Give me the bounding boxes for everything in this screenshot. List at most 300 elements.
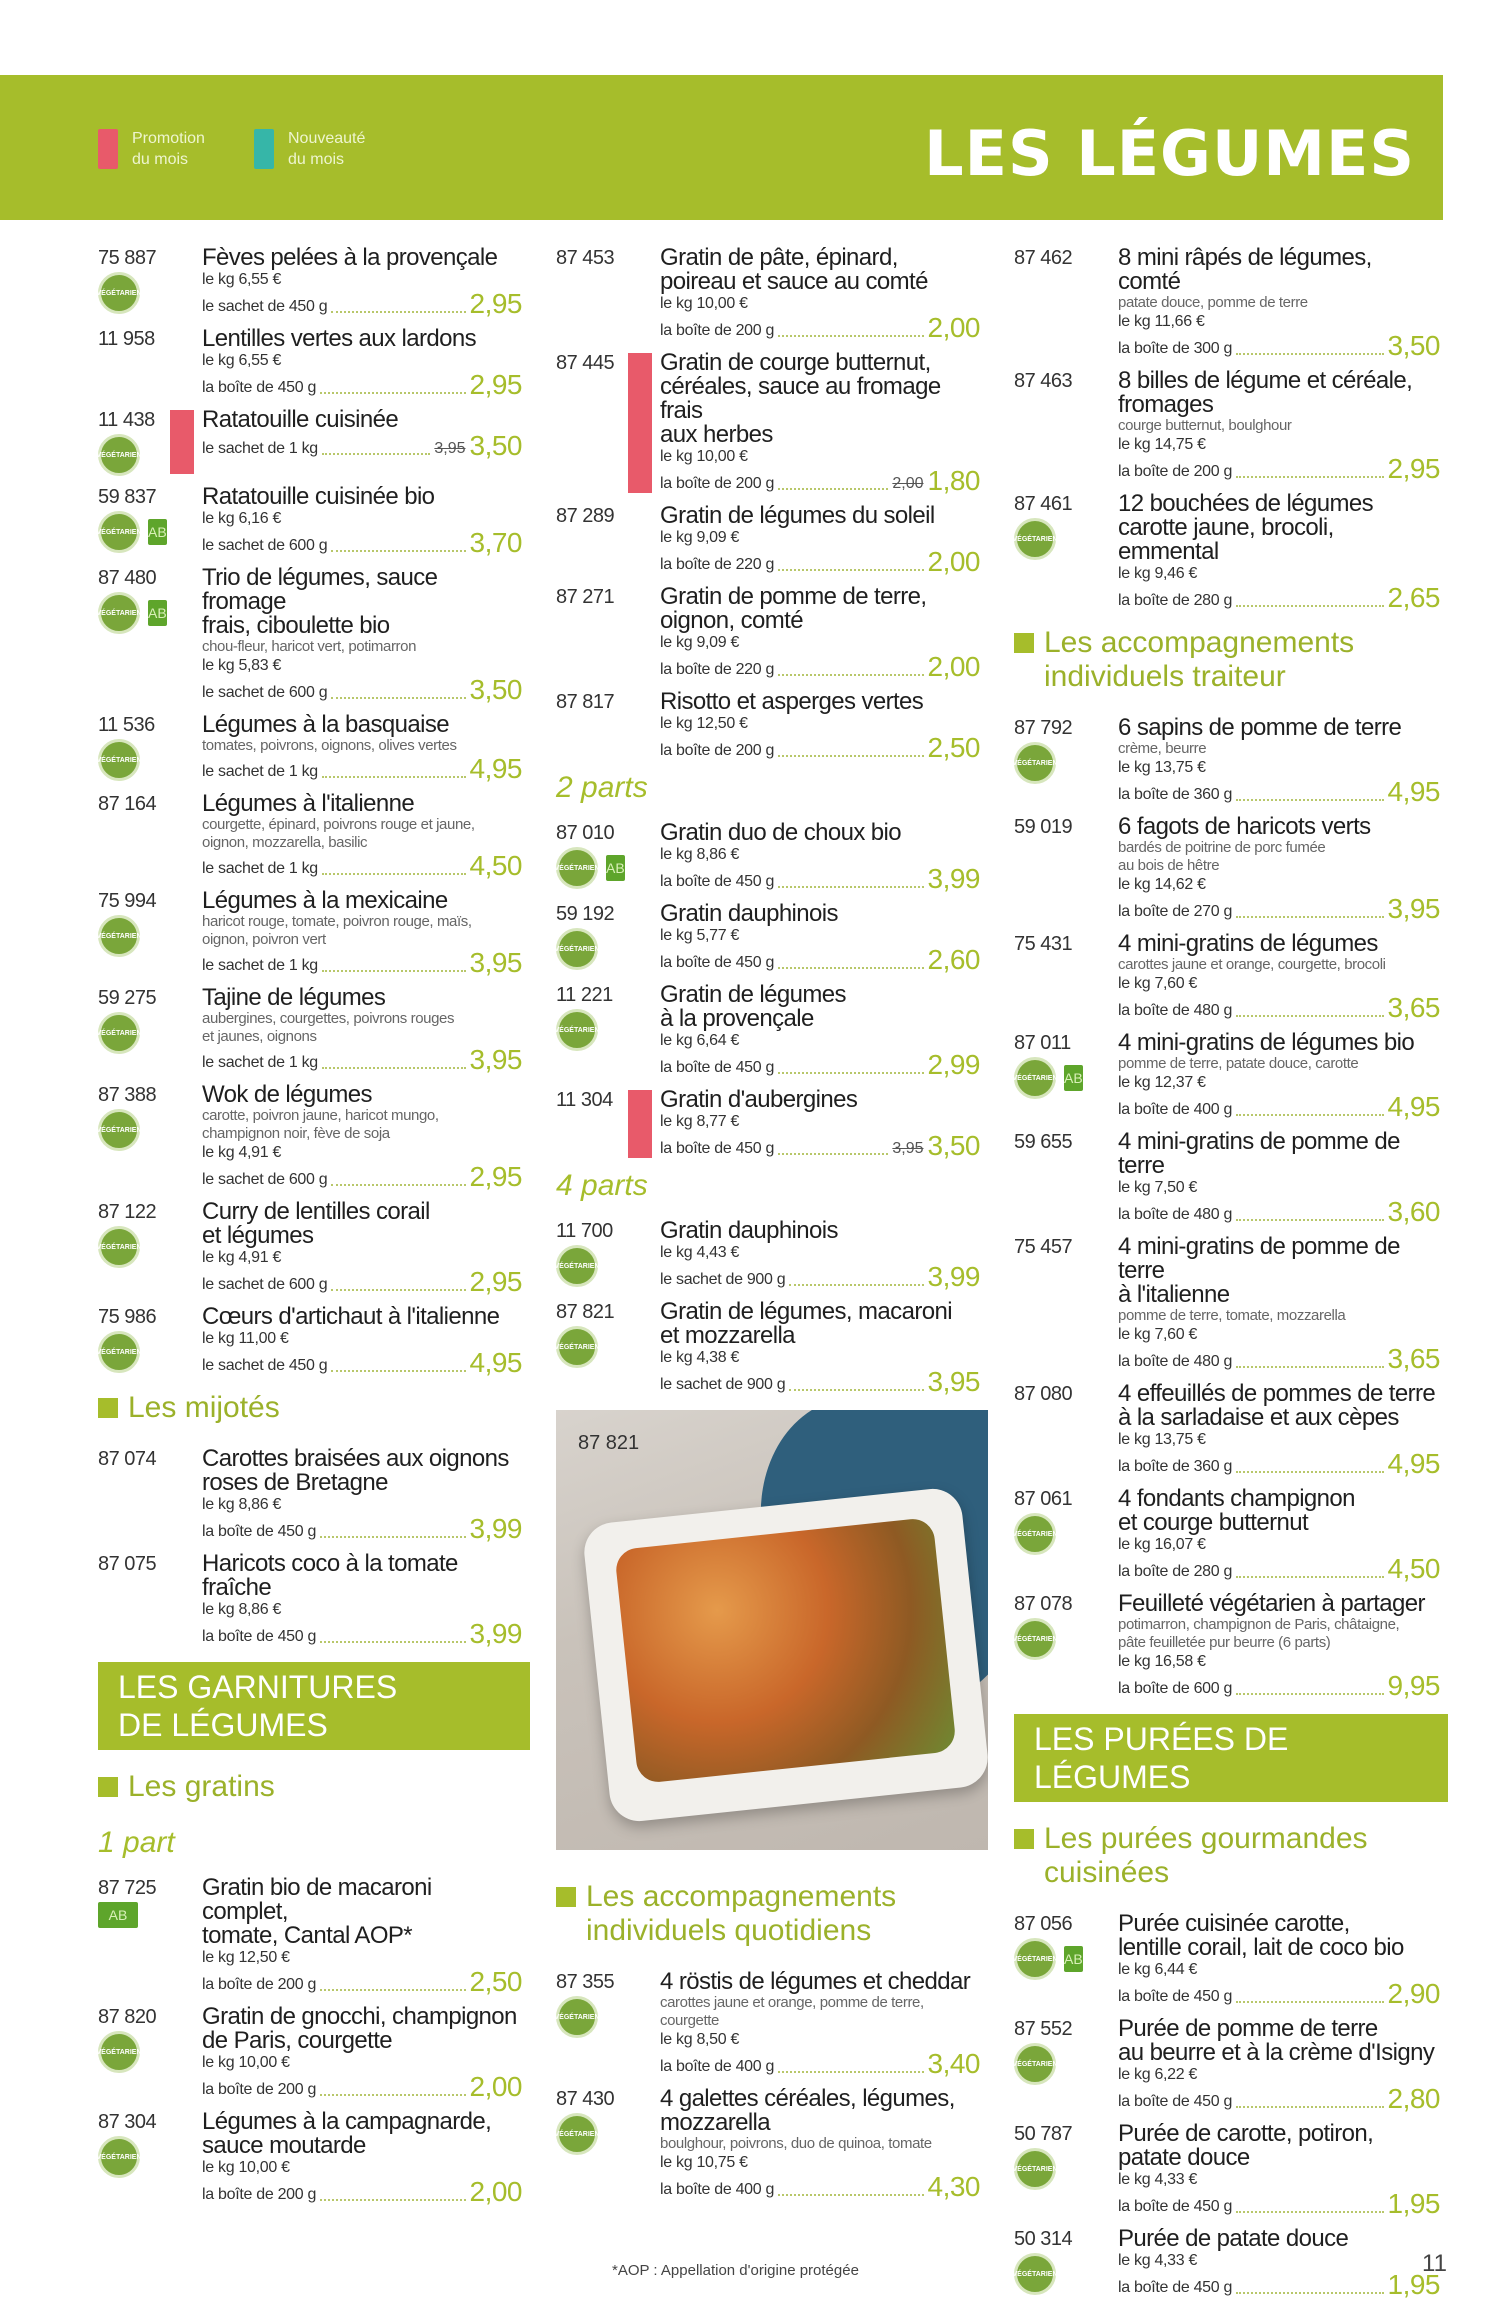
price-per-kg: le kg 11,00 €	[202, 1330, 289, 1347]
price-row	[202, 432, 522, 460]
organic-leaf-icon: AB	[1064, 1946, 1083, 1972]
package-size: la boîte de 200 g	[660, 742, 775, 759]
price-per-kg: le kg 4,38 €	[660, 1349, 740, 1366]
column-3	[1014, 246, 1448, 2308]
badges	[98, 739, 152, 781]
band-line: LES GARNITURES	[118, 1669, 398, 1705]
dotted-leader	[1236, 476, 1383, 478]
vegetarian-badge-icon: VÉGÉTARIEN	[556, 847, 598, 889]
product-name: Curry de lentilles corail	[202, 1198, 430, 1225]
price: 3,70	[469, 527, 522, 558]
product-photo	[556, 1410, 988, 1850]
vegetarian-badge-icon: VÉGÉTARIEN	[1014, 1618, 1056, 1660]
badges	[98, 272, 152, 314]
price: 2,00	[469, 2176, 522, 2207]
product-body	[1068, 1235, 1448, 1373]
price-row	[1118, 1345, 1440, 1373]
product-body	[1068, 1487, 1448, 1583]
product-name: Gratin bio de macaroni complet,	[202, 1874, 432, 1925]
price-row	[202, 371, 522, 399]
dotted-leader	[320, 1641, 465, 1643]
product-side	[554, 983, 613, 1079]
product-side	[556, 1088, 613, 1160]
vegetarian-badge-icon: VÉGÉTARIEN	[98, 1012, 140, 1054]
dotted-leader	[322, 970, 466, 972]
badges	[1014, 518, 1068, 560]
product-ingredients: potimarron, champignon de Paris, châtaigne,	[1118, 1616, 1400, 1633]
product-body	[152, 1200, 530, 1296]
price: 2,95	[469, 1161, 522, 1192]
product-item	[98, 1447, 530, 1543]
product-name: Gratin de gnocchi, champignon	[202, 2003, 517, 2030]
product-name: Gratin de légumes	[660, 981, 846, 1008]
section-square	[98, 1398, 118, 1418]
product-body	[152, 485, 530, 557]
product-name: Lentilles vertes aux lardons	[202, 325, 477, 352]
product-name: Carottes braisées aux oignons	[202, 1445, 509, 1472]
product-ingredients: pomme de terre, tomate, mozzarella	[1118, 1307, 1346, 1324]
product-side	[556, 690, 615, 762]
price: 4,50	[1387, 1553, 1440, 1584]
product-list	[1014, 246, 1448, 612]
price: 2,65	[1387, 582, 1440, 613]
product-item	[556, 1970, 988, 2078]
product-body	[610, 821, 988, 893]
product-code: 87 388	[98, 1084, 157, 1106]
price: 2,95	[1387, 453, 1440, 484]
product-code: 75 994	[98, 890, 157, 912]
price: 4,30	[927, 2171, 980, 2202]
product-name: Légumes à la campagnarde,	[202, 2108, 492, 2135]
price: 3,60	[1387, 1196, 1440, 1227]
price-per-kg: le kg 8,86 €	[202, 1496, 282, 1513]
product-side	[98, 327, 155, 399]
price-per-kg: le kg 6,55 €	[202, 271, 282, 288]
price: 4,95	[1387, 776, 1440, 807]
product-side	[96, 1083, 157, 1191]
product-code: 87 552	[1014, 2018, 1073, 2040]
package-size: le sachet de 450 g	[202, 1357, 328, 1374]
price-per-kg: le kg 8,77 €	[660, 1113, 740, 1130]
dotted-leader	[778, 886, 923, 888]
legend-new	[254, 128, 398, 170]
product-body	[152, 408, 530, 476]
price-per-kg: le kg 9,46 €	[1118, 565, 1198, 582]
price-per-kg: le kg 13,75 €	[1118, 759, 1206, 776]
product-item	[556, 690, 988, 762]
product-list	[556, 1970, 988, 2201]
product-item	[98, 2005, 530, 2101]
dotted-leader	[322, 453, 430, 455]
badges	[98, 1331, 152, 1373]
product-body	[1068, 1382, 1448, 1478]
vegetarian-badge-icon: VÉGÉTARIEN	[556, 2113, 598, 2155]
price-row	[202, 676, 522, 704]
price: 2,00	[927, 651, 980, 682]
price: 3,50	[927, 1130, 980, 1161]
price-per-kg: le kg 7,60 €	[1118, 1326, 1198, 1343]
product-code: 87 164	[98, 793, 157, 815]
product-side	[96, 485, 167, 557]
legend-promo	[98, 128, 242, 170]
product-list	[1014, 716, 1448, 1700]
product-item	[98, 485, 530, 557]
dotted-leader	[320, 2199, 465, 2201]
section-gratins	[98, 1770, 530, 1804]
old-price: 3,95	[434, 440, 466, 457]
product-name: au beurre et à la crème d'Isigny	[1118, 2039, 1435, 2066]
price: 3,50	[1387, 330, 1440, 361]
product-side	[98, 1447, 157, 1543]
product-name: sauce moutarde	[202, 2132, 366, 2159]
package-size: la boîte de 600 g	[1118, 1680, 1233, 1697]
product-code: 87 289	[556, 505, 615, 527]
package-size: la boîte de 220 g	[660, 556, 775, 573]
price: 2,00	[469, 2071, 522, 2102]
vegetarian-badge-icon: VÉGÉTARIEN	[98, 592, 140, 634]
package-size: la boîte de 450 g	[660, 873, 775, 890]
price-row	[202, 1163, 522, 1191]
product-body	[1068, 492, 1448, 612]
price-row	[1118, 994, 1440, 1022]
product-code: 87 445	[556, 352, 615, 374]
product-item	[1014, 2122, 1448, 2218]
product-side	[1014, 246, 1073, 360]
price: 3,50	[469, 674, 522, 705]
package-size: la boîte de 200 g	[202, 2081, 317, 2098]
price: 2,95	[469, 1266, 522, 1297]
product-name: Gratin de légumes, macaroni	[660, 1298, 952, 1325]
vegetarian-badge-icon: VÉGÉTARIEN	[1014, 2043, 1056, 2085]
product-side	[556, 585, 615, 681]
price-row	[202, 2073, 522, 2101]
price-row	[1118, 1450, 1440, 1478]
product-side	[1012, 1912, 1083, 2008]
product-side	[554, 2087, 615, 2201]
product-item	[1014, 1487, 1448, 1583]
product-code: 11 438	[98, 409, 155, 431]
product-body	[152, 2110, 530, 2206]
badges	[98, 2136, 152, 2178]
section-title: Les gratins	[128, 1770, 275, 1803]
old-price: 2,00	[892, 475, 924, 492]
price: 1,95	[1387, 2269, 1440, 2300]
price: 2,00	[927, 546, 980, 577]
product-code: 87 821	[556, 1301, 615, 1323]
product-code: 87 725	[98, 1877, 157, 1899]
product-side	[1012, 1592, 1073, 1700]
dotted-leader	[322, 776, 466, 778]
product-name: Gratin dauphinois	[660, 900, 838, 927]
price-row	[202, 2178, 522, 2206]
product-side	[1012, 716, 1073, 806]
price: 2,95	[469, 369, 522, 400]
price-row	[1118, 895, 1440, 923]
product-body	[1068, 246, 1448, 360]
product-side	[1014, 369, 1073, 483]
product-item	[98, 792, 530, 880]
price: 2,95	[469, 288, 522, 319]
package-size: la boîte de 450 g	[202, 1628, 317, 1645]
product-item	[1014, 1031, 1448, 1121]
price-row	[660, 2050, 980, 2078]
product-item	[556, 902, 988, 974]
price-row	[660, 1132, 980, 1160]
product-code: 87 271	[556, 586, 615, 608]
product-body	[152, 792, 530, 880]
price-row	[1118, 2190, 1440, 2218]
product-code: 87 461	[1014, 493, 1073, 515]
package-size: la boîte de 450 g	[202, 379, 317, 396]
dotted-leader	[778, 2071, 923, 2073]
package-size: la boîte de 450 g	[660, 1059, 775, 1076]
package-size: la boîte de 200 g	[660, 475, 775, 492]
product-name: poireau et sauce au comté	[660, 268, 928, 295]
price-per-kg: le kg 14,75 €	[1118, 436, 1206, 453]
price-per-kg: le kg 4,91 €	[202, 1249, 282, 1266]
price: 2,90	[1387, 1978, 1440, 2009]
product-code: 87 080	[1014, 1383, 1073, 1405]
product-body	[610, 690, 988, 762]
product-item	[1014, 1235, 1448, 1373]
product-name: Légumes à l'italienne	[202, 790, 415, 817]
product-code: 11 221	[556, 984, 613, 1006]
badges	[98, 915, 152, 957]
dotted-leader	[778, 569, 923, 571]
price: 3,40	[927, 2048, 980, 2079]
vegetarian-badge-icon: VÉGÉTARIEN	[98, 1226, 140, 1268]
product-item	[98, 1552, 530, 1648]
band-line: DE LÉGUMES	[118, 1707, 328, 1743]
product-code: 11 700	[556, 1220, 613, 1242]
badges	[1014, 1513, 1068, 1555]
dotted-leader	[320, 392, 465, 394]
product-body	[610, 1219, 988, 1291]
product-name: Purée de patate douce	[1118, 2225, 1349, 2252]
product-side	[96, 566, 167, 704]
product-item	[556, 1300, 988, 1396]
product-list	[1014, 1912, 1448, 2299]
badges	[556, 2113, 610, 2155]
price-per-kg: le kg 6,44 €	[1118, 1961, 1198, 1978]
vegetarian-badge-icon: VÉGÉTARIEN	[98, 2136, 140, 2178]
product-code: 11 304	[556, 1089, 613, 1111]
badges	[556, 1996, 610, 2038]
badges	[98, 1902, 152, 1928]
product-code: 59 275	[98, 987, 157, 1009]
section-traiteur	[1014, 626, 1448, 694]
product-ingredients: oignon, mozzarella, basilic	[202, 834, 368, 851]
photo-dish	[581, 1486, 988, 1824]
product-name: céréales, sauce au fromage frais	[660, 373, 941, 424]
package-size: le sachet de 1 kg	[202, 957, 318, 974]
product-name: Légumes à la mexicaine	[202, 887, 448, 914]
product-name: Feuilleté végétarien à partager	[1118, 1590, 1425, 1617]
dotted-leader	[322, 873, 466, 875]
package-size: la boîte de 280 g	[1118, 1563, 1233, 1580]
vegetarian-badge-icon: VÉGÉTARIEN	[98, 272, 140, 314]
price-row	[660, 467, 980, 495]
product-name: 6 sapins de pomme de terre	[1118, 714, 1402, 741]
product-name: Gratin de courge butternut,	[660, 349, 931, 376]
product-name: de Paris, courgette	[202, 2027, 393, 2054]
package-size: la boîte de 400 g	[1118, 1101, 1233, 1118]
price: 9,95	[1387, 1670, 1440, 1701]
badges	[96, 592, 167, 634]
product-name: fromages	[1118, 391, 1214, 418]
dotted-leader	[1236, 799, 1383, 801]
product-ingredients: pâte feuilletée pur beurre (6 parts)	[1118, 1634, 1331, 1651]
package-size: la boîte de 450 g	[660, 954, 775, 971]
column-1	[98, 246, 530, 2215]
product-side	[554, 902, 615, 974]
vegetarian-badge-icon: VÉGÉTARIEN	[556, 1996, 598, 2038]
dotted-leader	[331, 1370, 465, 1372]
product-name: à la sarladaise et aux cèpes	[1118, 1404, 1399, 1431]
dotted-leader	[322, 1067, 466, 1069]
section-square	[556, 1887, 576, 1907]
badges	[556, 1245, 610, 1287]
price-row	[1118, 778, 1440, 806]
dotted-leader	[778, 674, 923, 676]
product-side	[1012, 1031, 1083, 1121]
price-per-kg: le kg 6,64 €	[660, 1032, 740, 1049]
product-item	[1014, 1912, 1448, 2008]
price: 3,99	[469, 1513, 522, 1544]
product-name: roses de Bretagne	[202, 1469, 388, 1496]
product-body	[152, 1083, 530, 1191]
product-name: 4 effeuillés de pommes de terre	[1118, 1380, 1436, 1407]
product-side	[554, 1219, 613, 1291]
price-row	[1118, 1093, 1440, 1121]
product-item	[556, 1088, 988, 1160]
product-item	[98, 1083, 530, 1191]
badges	[1014, 1618, 1068, 1660]
product-item	[1014, 492, 1448, 612]
dotted-leader	[778, 755, 923, 757]
product-name: et légumes	[202, 1222, 314, 1249]
dotted-leader	[331, 550, 465, 552]
section-square	[98, 1777, 118, 1797]
footnote: *AOP : Appellation d'origine protégée	[612, 2262, 859, 2279]
product-side	[98, 792, 157, 880]
vegetarian-badge-icon: VÉGÉTARIEN	[1014, 1057, 1056, 1099]
price: 4,95	[469, 1347, 522, 1378]
dotted-leader	[789, 1389, 923, 1391]
product-name: frais, ciboulette bio	[202, 612, 390, 639]
portion-label: 1 part	[98, 1826, 175, 1859]
product-name: Fèves pelées à la provençale	[202, 244, 498, 271]
package-size: le sachet de 1 kg	[202, 763, 318, 780]
dotted-leader	[1236, 916, 1383, 918]
product-code: 59 019	[1014, 816, 1073, 838]
package-size: la boîte de 450 g	[1118, 2093, 1233, 2110]
product-ingredients: courge butternut, boulghour	[1118, 417, 1292, 434]
product-side	[96, 246, 157, 318]
product-body	[152, 1876, 530, 1996]
product-code: 59 655	[1014, 1131, 1073, 1153]
product-code: 11 958	[98, 328, 155, 350]
new-swatch	[254, 129, 274, 169]
price-per-kg: le kg 10,00 €	[202, 2054, 290, 2071]
legend-promo-text: Promotion du mois	[132, 130, 205, 168]
price-per-kg: le kg 10,00 €	[660, 295, 748, 312]
price: 4,50	[469, 850, 522, 881]
price-row	[1118, 1980, 1440, 2008]
product-name: Haricots coco à la tomate fraîche	[202, 1550, 458, 1601]
price: 3,99	[469, 1618, 522, 1649]
product-body	[152, 246, 530, 318]
product-side	[96, 408, 155, 476]
product-item	[1014, 1382, 1448, 1478]
dotted-leader	[1236, 353, 1383, 355]
package-size: le sachet de 600 g	[202, 537, 328, 554]
product-body	[152, 1552, 530, 1648]
product-body	[1068, 932, 1448, 1022]
vegetarian-badge-icon: VÉGÉTARIEN	[1014, 518, 1056, 560]
price: 3,50	[469, 430, 522, 461]
package-size: la boîte de 400 g	[660, 2181, 775, 2198]
price-per-kg: le kg 11,66 €	[1118, 313, 1205, 330]
product-name: 4 mini-gratins de légumes	[1118, 930, 1378, 957]
band-garnitures	[98, 1662, 530, 1750]
product-code: 50 314	[1014, 2228, 1073, 2250]
price-per-kg: le kg 8,50 €	[660, 2031, 740, 2048]
price-per-kg: le kg 10,00 €	[202, 2159, 290, 2176]
package-size: la boîte de 450 g	[1118, 2198, 1233, 2215]
package-size: la boîte de 360 g	[1118, 1458, 1233, 1475]
section-title: Les accompagnements individuels quotidiens	[586, 1880, 897, 1947]
product-ingredients: patate douce, pomme de terre	[1118, 294, 1308, 311]
price-row	[202, 852, 522, 880]
badges	[98, 1226, 152, 1268]
product-ingredients: bardés de poitrine de porc fumée	[1118, 839, 1326, 856]
product-name: 8 billes de légume et céréale,	[1118, 367, 1413, 394]
package-size: la boîte de 480 g	[1118, 1353, 1233, 1370]
product-ingredients: haricot rouge, tomate, poivron rouge, maïs,	[202, 913, 472, 930]
page-number: 11	[1422, 2250, 1447, 2277]
package-size: la boîte de 220 g	[660, 661, 775, 678]
price-per-kg: le kg 5,77 €	[660, 927, 740, 944]
vegetarian-badge-icon: VÉGÉTARIEN	[98, 1331, 140, 1373]
photo-food	[614, 1517, 957, 1784]
product-side	[556, 504, 615, 576]
product-item	[98, 889, 530, 977]
badges	[98, 434, 152, 476]
product-code: 87 817	[556, 691, 615, 713]
price-row	[202, 1046, 522, 1074]
product-code: 59 192	[556, 903, 615, 925]
dotted-leader	[778, 2194, 923, 2196]
vegetarian-badge-icon: VÉGÉTARIEN	[98, 434, 140, 476]
product-body	[610, 585, 988, 681]
dotted-leader	[320, 2094, 465, 2096]
vegetarian-badge-icon: VÉGÉTARIEN	[98, 2031, 140, 2073]
price-per-kg: le kg 16,58 €	[1118, 1653, 1206, 1670]
product-code: 87 304	[98, 2111, 157, 2133]
price-row	[202, 1349, 522, 1377]
price: 3,65	[1387, 1343, 1440, 1374]
section-square	[1014, 1829, 1034, 1849]
dotted-leader	[331, 1184, 465, 1186]
photo-code: 87 821	[578, 1432, 640, 1454]
product-list	[556, 821, 988, 1160]
package-size: le sachet de 900 g	[660, 1376, 786, 1393]
section-title: Les accompagnements individuels traiteur	[1044, 626, 1355, 693]
promo-marker	[170, 410, 194, 474]
product-body	[152, 713, 530, 783]
price-row	[660, 2173, 980, 2201]
